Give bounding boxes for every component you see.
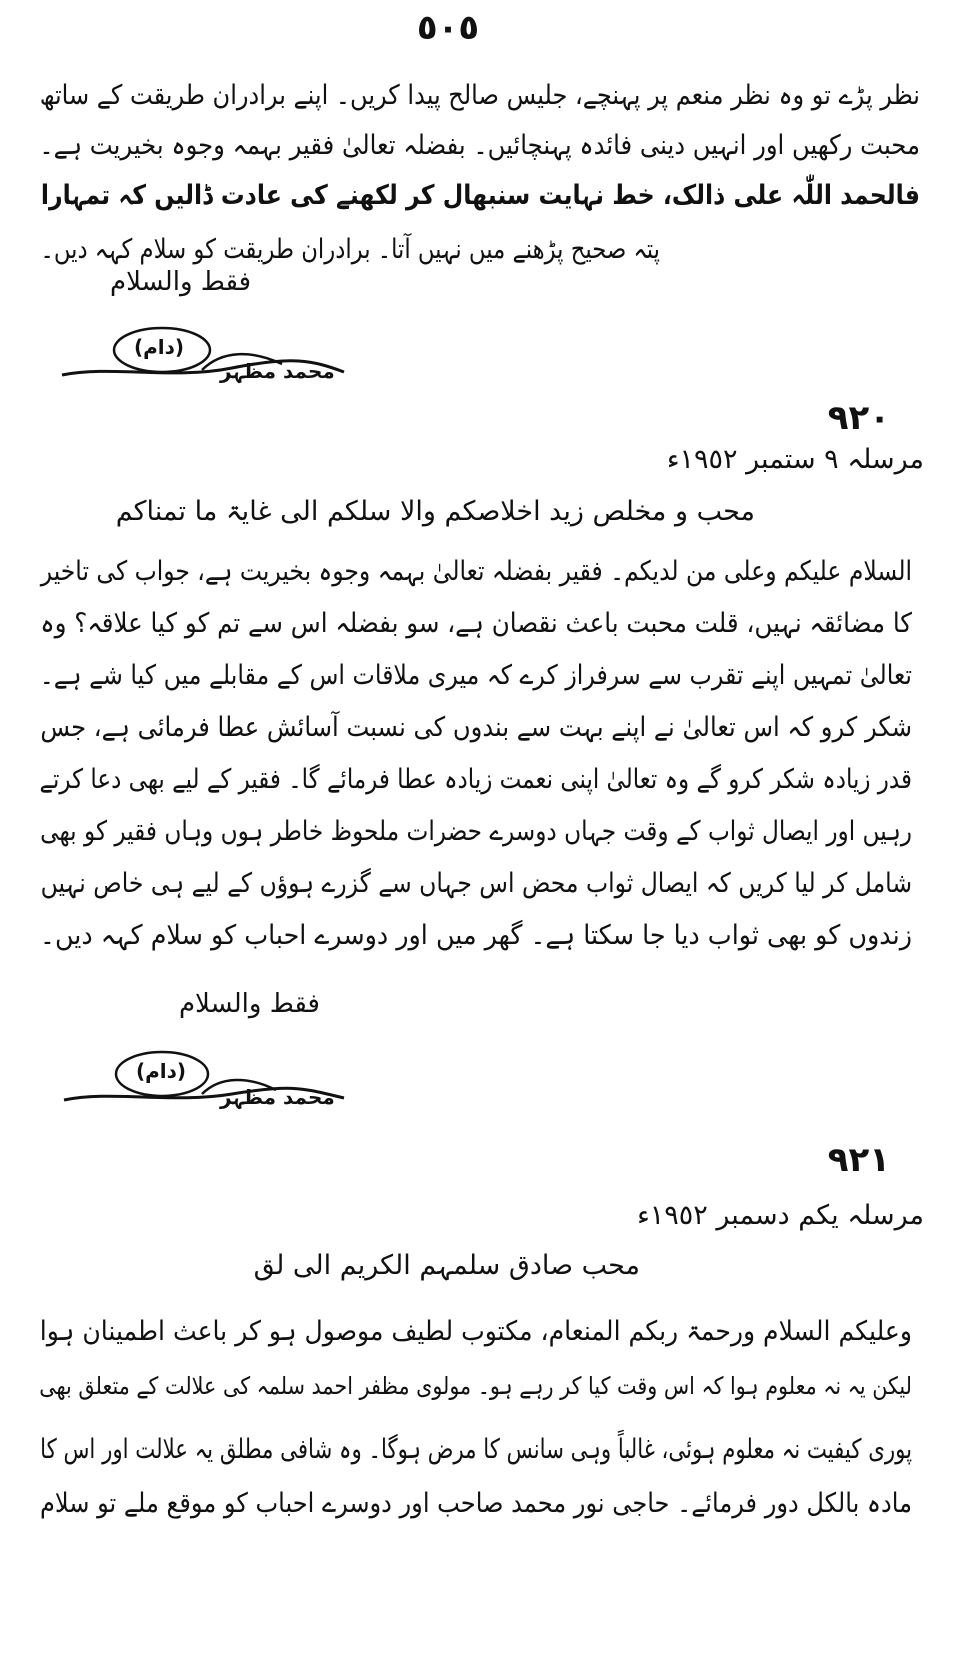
letter-line: شامل کر لیا کریں کہ ایصال ثواب محض اس جہاں سے گزرے ہوؤں کے لیے ہی خاص نہیں (40, 868, 913, 899)
letter-line: لیکن یہ نہ معلوم ہوا کہ اس وقت کیا کر رہے ہو۔ مولوی مظفر احمد سلمہ کی علالت کے متعلق بھی (39, 1372, 913, 1400)
letter-closing: فقط والسلام (178, 989, 320, 1019)
letter-line: قدر زیادہ شکر کرو گے وہ تعالیٰ اپنی نعمت زیادہ عطا فرمائے گا۔ فقیر کے لیے بھی دعا کرتے (39, 764, 913, 795)
letter-top-line: محبت رکھیں اور انہیں دینی فائدہ پہنچائیں۔ بفضلہ تعالیٰ فقیر بہمہ وجوہ بخیریت ہے۔ (39, 130, 920, 161)
seal-text: (دام) (136, 1059, 187, 1083)
signature-text: محمد مظہر (220, 1085, 335, 1109)
signature-block (52, 1044, 352, 1114)
letter-top-line: پتہ صحیح پڑھنے میں نہیں آتا۔ برادران طریقت کو سلام کہہ دیں۔ (40, 234, 660, 265)
letter-line: رہیں اور ایصال ثواب کے وقت جہاں دوسرے حضرات ملحوظ خاطر ہوں وہاں فقیر کو بھی (40, 816, 912, 847)
letter-line: شکر کرو کہ اس تعالیٰ نے اپنے بہت سے بندوں کی نسبت آسائش عطا فرمائی ہے، جس (40, 712, 912, 743)
letter-line: زندوں کو بھی ثواب دیا جا سکتا ہے۔ گھر میں اور دوسرے احباب کو سلام کہہ دیں۔ (40, 920, 913, 951)
letter-date: مرسلہ یکم دسمبر ١٩٥٢ء (637, 1200, 924, 1231)
letter-line: کا مضائقہ نہیں، قلت محبت باعث نقصان ہے، سو بفضلہ اس سے تم کو کیا علاقہ؟ وہ (40, 608, 913, 639)
letter-date: مرسلہ ٩ ستمبر ١٩٥٢ء (666, 444, 924, 475)
letter-line: تعالیٰ تمہیں اپنے تقرب سے سرفراز کرے کہ میری ملاقات اس کے مقابلے میں کیا شے ہے۔ (39, 660, 913, 691)
signature-text: محمد مظہر (220, 359, 335, 383)
page-number: ٥٠٥ (416, 8, 480, 48)
letter-line: وعلیکم السلام ورحمۃ ربکم المنعام، مکتوب لطیف موصول ہو کر باعث اطمینان ہوا (39, 1316, 912, 1347)
signature-block (52, 320, 352, 390)
letter-line: السلام علیکم وعلی من لدیکم۔ فقیر بفضلہ تعالیٰ بہمہ وجوہ بخیریت ہے، جواب کی تاخیر (40, 556, 913, 587)
letter-top-line: فالحمد اللّٰہ علی ذالک، خط نہایت سنبھال کر لکھنے کی عادت ڈالیں کہ تمہارا (40, 180, 920, 211)
seal-text: (دام) (134, 335, 185, 359)
letter-number: ٩٢١ (827, 1140, 890, 1180)
letter-salutation: محب و مخلص زید اخلاصکم والا سلکم الی غایۃ ما تمناکم (115, 496, 755, 527)
letter-line: پوری کیفیت نہ معلوم ہوئی، غالباً وہی سانس کا مرض ہوگا۔ وہ شافی مطلق یہ علالت اور اس کا (40, 1434, 912, 1465)
letter-number: ٩٢٠ (827, 398, 890, 438)
letter-line: مادہ بالکل دور فرمائے۔ حاجی نور محمد صاحب اور دوسرے احباب کو موقع ملے تو سلام (40, 1488, 913, 1519)
letter-salutation: محب صادق سلمہم الکریم الی لق (253, 1250, 640, 1281)
letter-top-line: نظر پڑے تو وہ نظر منعم پر پہنچے، جلیس صالح پیدا کریں۔ اپنے برادران طریقت کے ساتھ (39, 80, 921, 111)
letter-top-closing: فقط والسلام (110, 267, 252, 297)
